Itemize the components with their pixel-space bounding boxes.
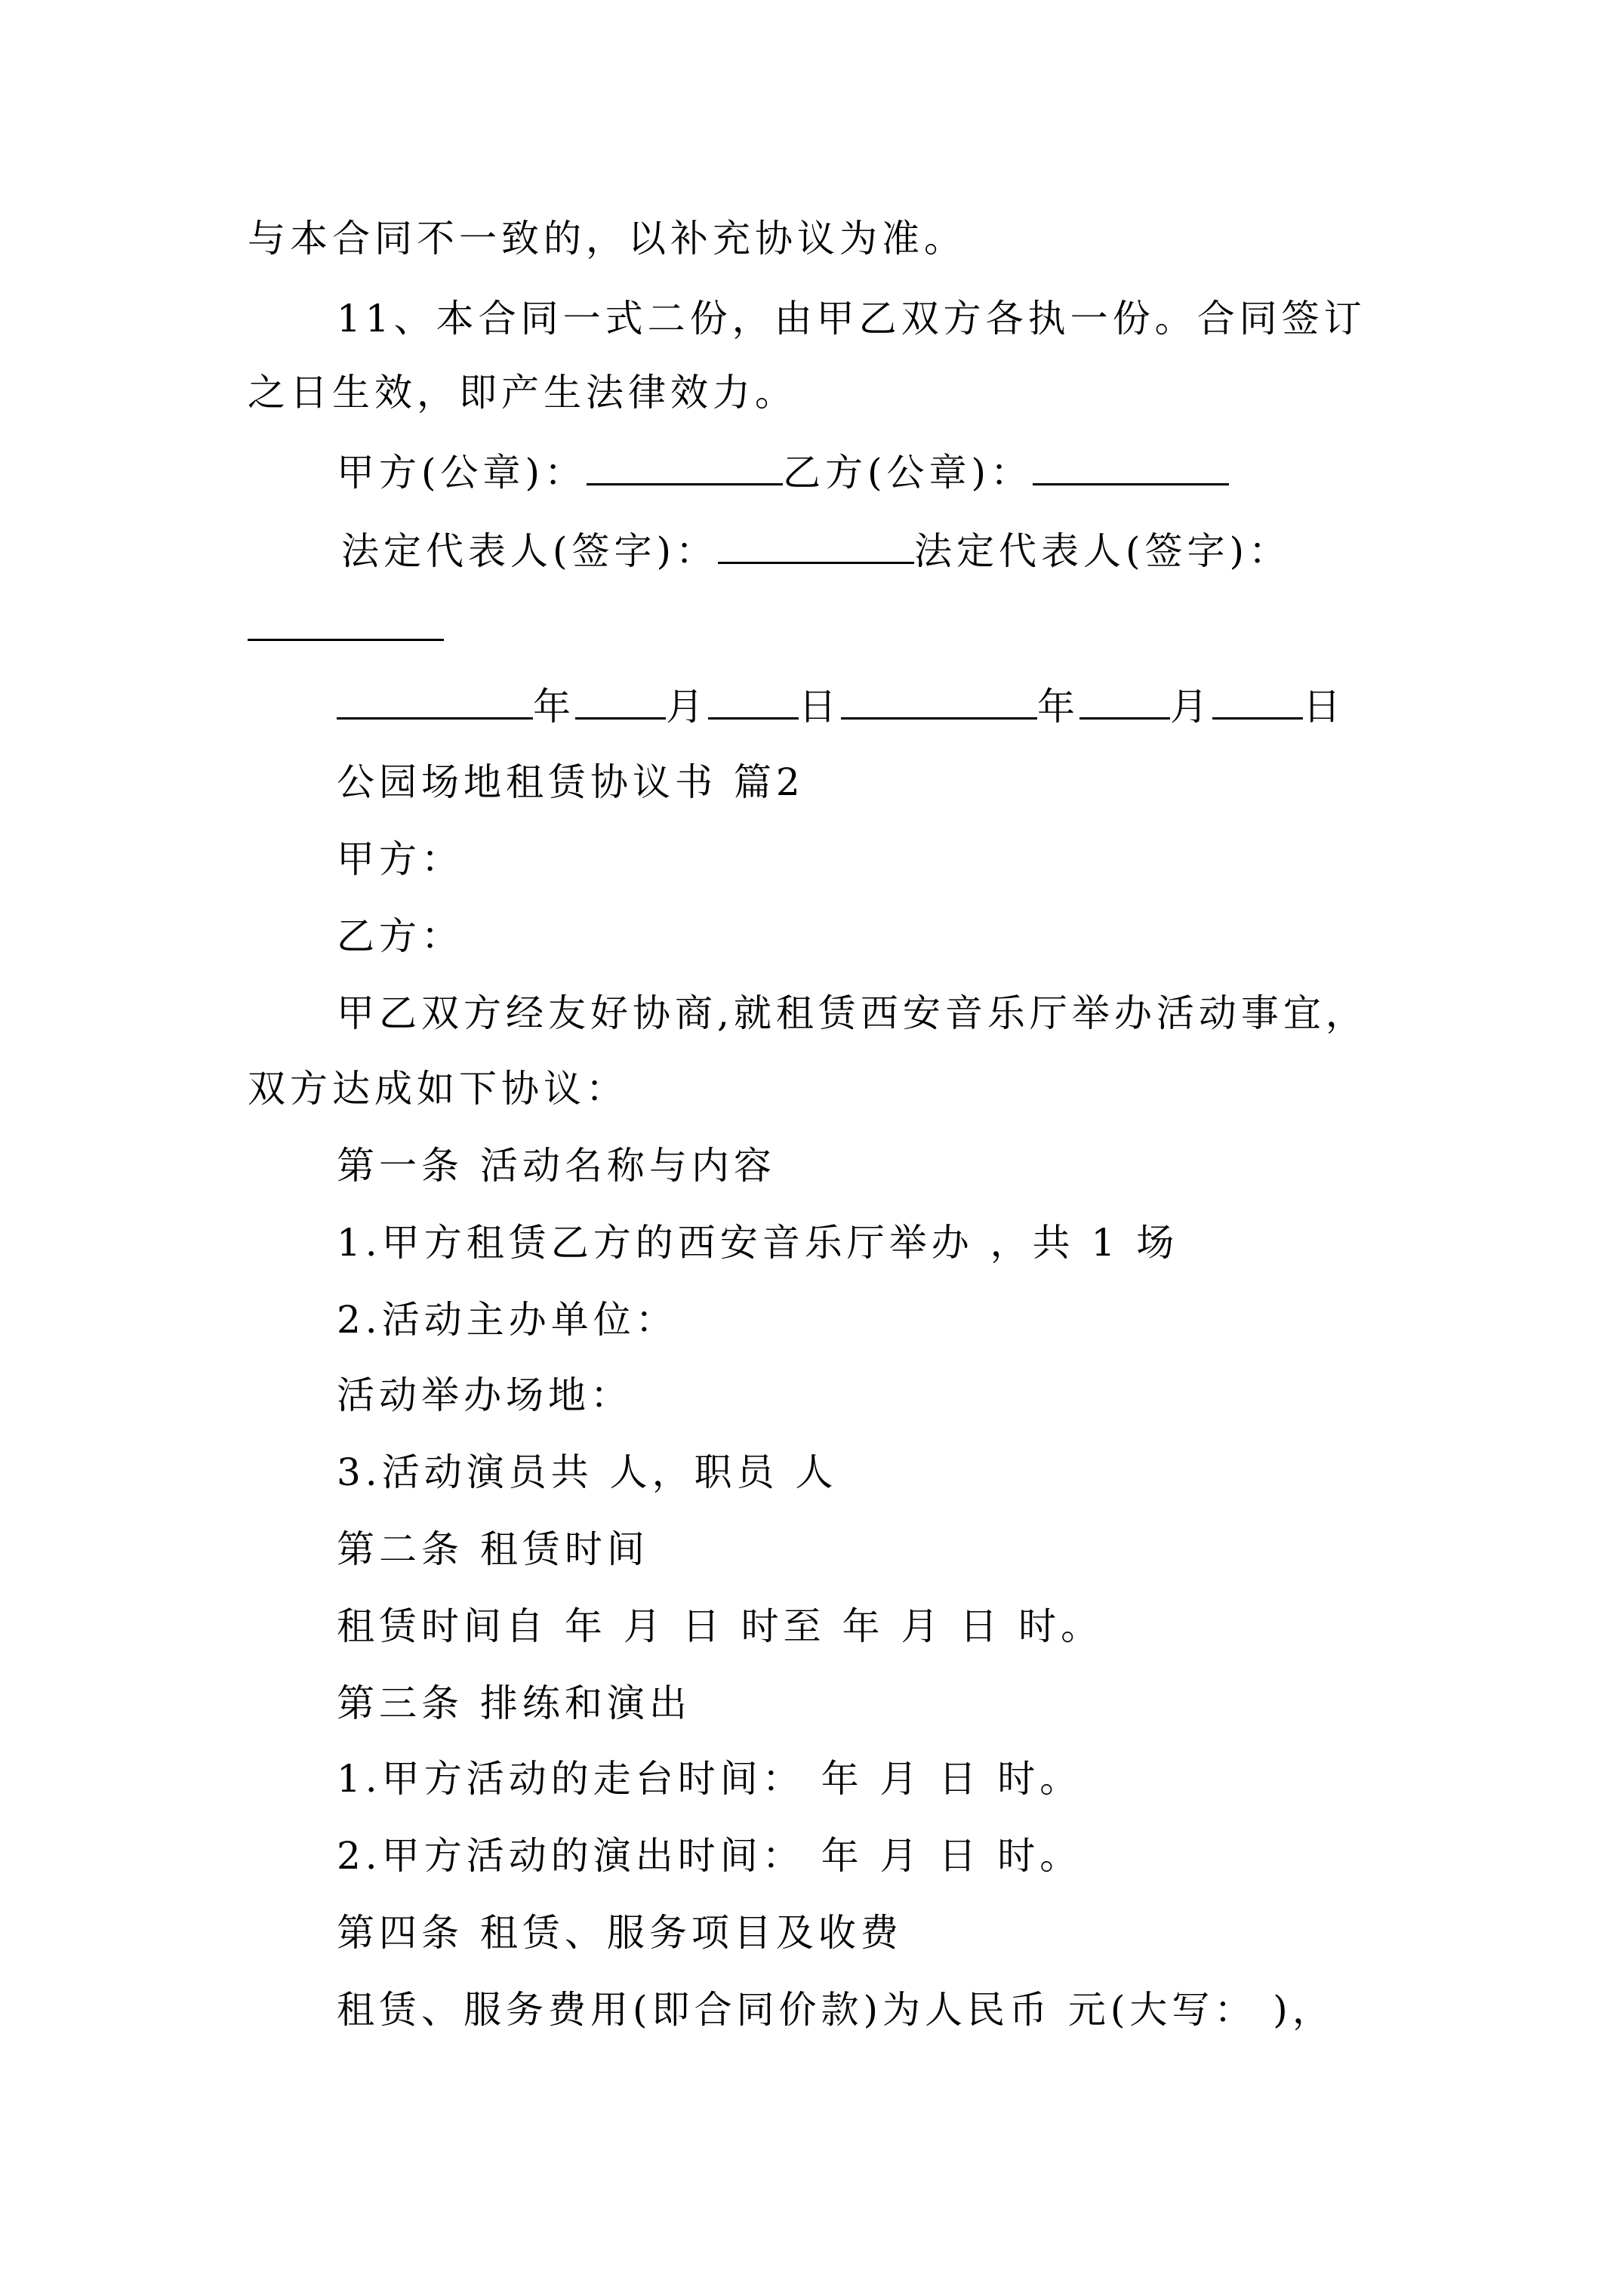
date-a-day-label: 日 (799, 685, 841, 729)
article-3-title: 第三条 排练和演出 (337, 1681, 691, 1725)
article-1-title: 第一条 活动名称与内容 (337, 1144, 776, 1188)
party-b-rep-blank-wrapped (248, 604, 444, 651)
article-3-item-1: 1.甲方活动的走台时间： 年 月 日 时。 (337, 1757, 1083, 1801)
section-2-title: 公园场地租赁协议书 篇2 (337, 760, 805, 804)
date-a-month-label: 月 (666, 685, 708, 729)
date-b-year-label: 年 (1037, 685, 1079, 729)
date-a-month-blank (575, 683, 666, 720)
clause-continuation: 与本合同不一致的，以补充协议为准。 (248, 217, 966, 260)
representative-signature-row (341, 527, 1291, 574)
article-3-item-2: 2.甲方活动的演出时间： 年 月 日 时。 (337, 1834, 1083, 1878)
date-a-year-blank (337, 683, 533, 720)
party-b-label: 乙方： (337, 914, 463, 958)
date-b-day-label: 日 (1303, 685, 1345, 729)
party-b-seal-label: 乙方(公章)： (783, 451, 1033, 495)
article-1-item-2: 2.活动主办单位： (337, 1298, 678, 1342)
article-1-item-2-venue: 活动举办场地： (337, 1373, 633, 1417)
intro-paragraph-continuation: 双方达成如下协议： (248, 1067, 628, 1111)
date-a-day-blank (708, 683, 799, 720)
article-4-title: 第四条 租赁、服务项目及收费 (337, 1911, 903, 1955)
party-a-rep-blank (718, 527, 914, 564)
party-b-rep-label: 法定代表人(签字)： (914, 529, 1292, 573)
clause-11: 11、本合同一式二份，由甲乙双方各执一份。合同签订 (337, 297, 1366, 341)
date-row (337, 683, 1345, 729)
article-2-title: 第二条 租赁时间 (337, 1527, 649, 1571)
clause-11-continuation: 之日生效，即产生法律效力。 (248, 371, 797, 415)
article-1-item-3: 3.活动演员共 人，职员 人 (337, 1450, 838, 1494)
date-b-month-label: 月 (1170, 685, 1212, 729)
party-b-rep-blank (248, 604, 444, 641)
party-a-seal-label: 甲方(公章)： (337, 451, 587, 495)
article-4-text: 租赁、服务费用(即合同价款)为人民币 元(大写： )， (337, 1988, 1335, 2032)
party-a-seal-blank (587, 448, 783, 485)
seal-signature-row (337, 448, 1229, 495)
intro-paragraph: 甲乙双方经友好协商,就租赁西安音乐厅举办活动事宜， (337, 991, 1368, 1035)
party-a-rep-label: 法定代表人(签字)： (341, 529, 719, 573)
date-a-year-label: 年 (533, 685, 575, 729)
party-b-seal-blank (1033, 448, 1229, 485)
date-b-day-blank (1212, 683, 1303, 720)
party-a-label: 甲方： (337, 837, 463, 881)
article-2-text: 租赁时间自 年 月 日 时至 年 月 日 时。 (337, 1604, 1104, 1648)
date-b-year-blank (841, 683, 1037, 720)
article-1-item-1: 1.甲方租赁乙方的西安音乐厅举办 ，共 1 场 (337, 1221, 1179, 1265)
date-b-month-blank (1079, 683, 1170, 720)
